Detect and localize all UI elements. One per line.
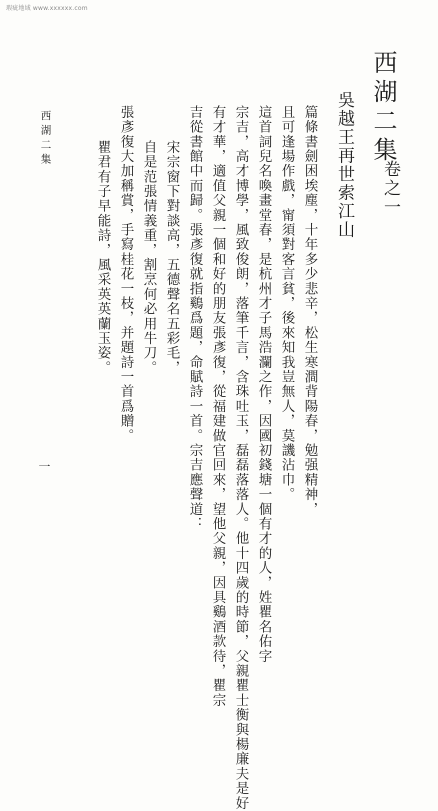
volume-label: 卷之一 (380, 160, 400, 217)
margin-label: 西湖二集 (39, 110, 52, 168)
text-column: 這首詞兒名喚畫堂春，是杭州才子馬浩瀾之作，因國初錢塘一個有才的人，姓瞿名佑字 (255, 105, 272, 664)
text-column: 有才華，適值父親一個和好的朋友張彥復，從福建做官回來，望他父親，因具鷄酒款待，瞿宗 (209, 105, 226, 708)
chapter-title: 吳越王再世索江山 (334, 91, 354, 239)
text-column: 張彥復大加稱賞，手寫桂花一枝，并題詩一首爲贈。 (117, 105, 134, 444)
text-column: 篇條書劍困埃塵，十年多少悲辛，松生寒澗背陽春，勉强精神， (301, 105, 318, 517)
text-column: 宗吉，高才博學，風致俊朗，落筆千言，含珠吐玉，磊磊落落人。他十四歲的時節，父親瞿士衡與楊廉夫是好 (232, 105, 249, 811)
text-column: 吉從書館中而歸。張彥復就指鷄爲題，命賦詩一首。宗吉應聲道： (186, 105, 203, 532)
text-column: 瞿君有子早能詩，風采英英蘭玉姿。 (94, 140, 111, 376)
book-title: 西湖二集 (369, 50, 397, 166)
text-column: 自是范張情義重，割烹何必用牛刀。 (140, 140, 157, 376)
text-column: 且可逢場作戲，甯須對客言貧，後來知我豈無人，莫譏沾巾。 (278, 105, 295, 502)
watermark: 瑕疵地域 www.xxxxxx.com (6, 5, 88, 12)
page-number: 一 (37, 460, 51, 472)
text-column: 宋宗窗下對談高，五德聲名五彩毛， (163, 140, 180, 376)
